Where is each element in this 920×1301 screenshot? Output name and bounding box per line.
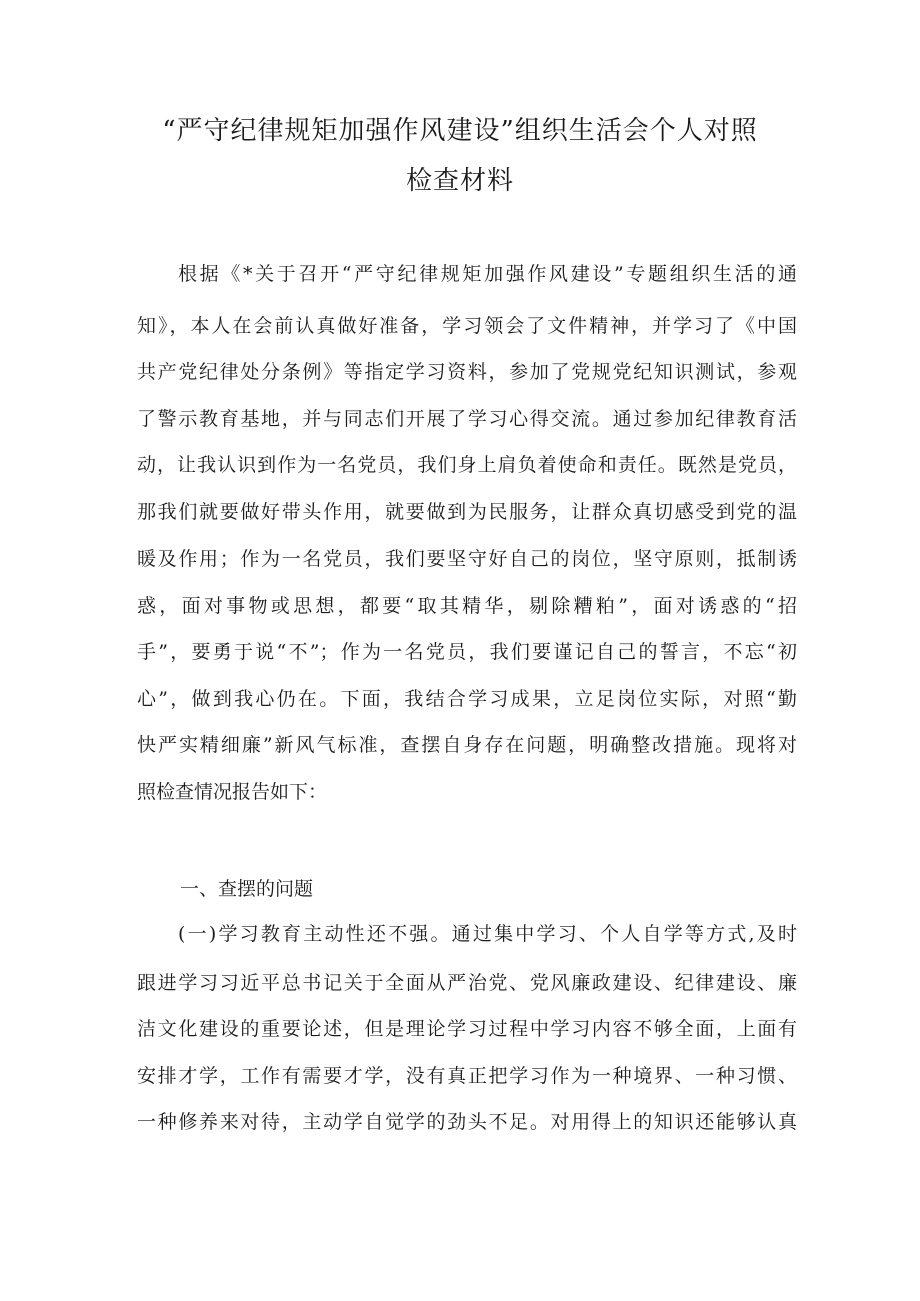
paragraph-line: 惑，面对事物或思想，都要“取其精华，剔除糟粕”，面对诱惑的“招 — [137, 595, 797, 617]
paragraph-line: 快严实精细廉”新风气标准，查摆自身存在问题，明确整改措施。现将对 — [137, 734, 797, 756]
document-title-line-2: 检查材料 — [405, 166, 514, 196]
paragraph-line: 照检查情况报告如下： — [137, 781, 328, 803]
paragraph-line: 动，让我认识到作为一名党员，我们身上肩负着使命和责任。既然是党员， — [137, 454, 797, 476]
paragraph-line: 跟进学习习近平总书记关于全面从严治党、党风廉政建设、纪律建设、廉 — [137, 972, 797, 994]
paragraph-line: 一种修养来对待，主动学自觉学的劲头不足。对用得上的知识还能够认真 — [137, 1111, 797, 1133]
paragraph-line: 根据《*关于召开“严守纪律规矩加强作风建设”专题组织生活的通 — [178, 263, 797, 285]
document-title-line-1: “严守纪律规矩加强作风建设”组织生活会个人对照 — [162, 116, 758, 146]
paragraph-line: 洁文化建设的重要论述，但是理论学习过程中学习内容不够全面，上面有 — [137, 1018, 797, 1040]
paragraph-line: 知》，本人在会前认真做好准备，学习领会了文件精神，并学习了《中国 — [137, 315, 797, 337]
paragraph-line: 安排才学，工作有需要才学，没有真正把学习作为一种境界、一种习惯、 — [137, 1065, 797, 1087]
paragraph-line: 手”，要勇于说“不”；作为一名党员，我们要谨记自己的誓言，不忘“初 — [137, 641, 797, 663]
paragraph-line: 那我们就要做好带头作用，就要做到为民服务，让群众真切感受到党的温 — [137, 501, 797, 523]
paragraph-line: 了警示教育基地，并与同志们开展了学习心得交流。通过参加纪律教育活 — [137, 408, 797, 430]
paragraph-line: (一)学习教育主动性还不强。通过集中学习、个人自学等方式,及时 — [178, 923, 797, 945]
section-heading: 一、查摆的问题 — [180, 878, 314, 900]
paragraph-line: 暖及作用；作为一名党员，我们要坚守好自己的岗位，坚守原则，抵制诱 — [137, 548, 797, 570]
paragraph-line: 共产党纪律处分条例》等指定学习资料，参加了党规党纪知识测试，参观 — [137, 361, 797, 383]
paragraph-line: 心”，做到我心仍在。下面，我结合学习成果，立足岗位实际，对照“勤 — [137, 688, 797, 710]
